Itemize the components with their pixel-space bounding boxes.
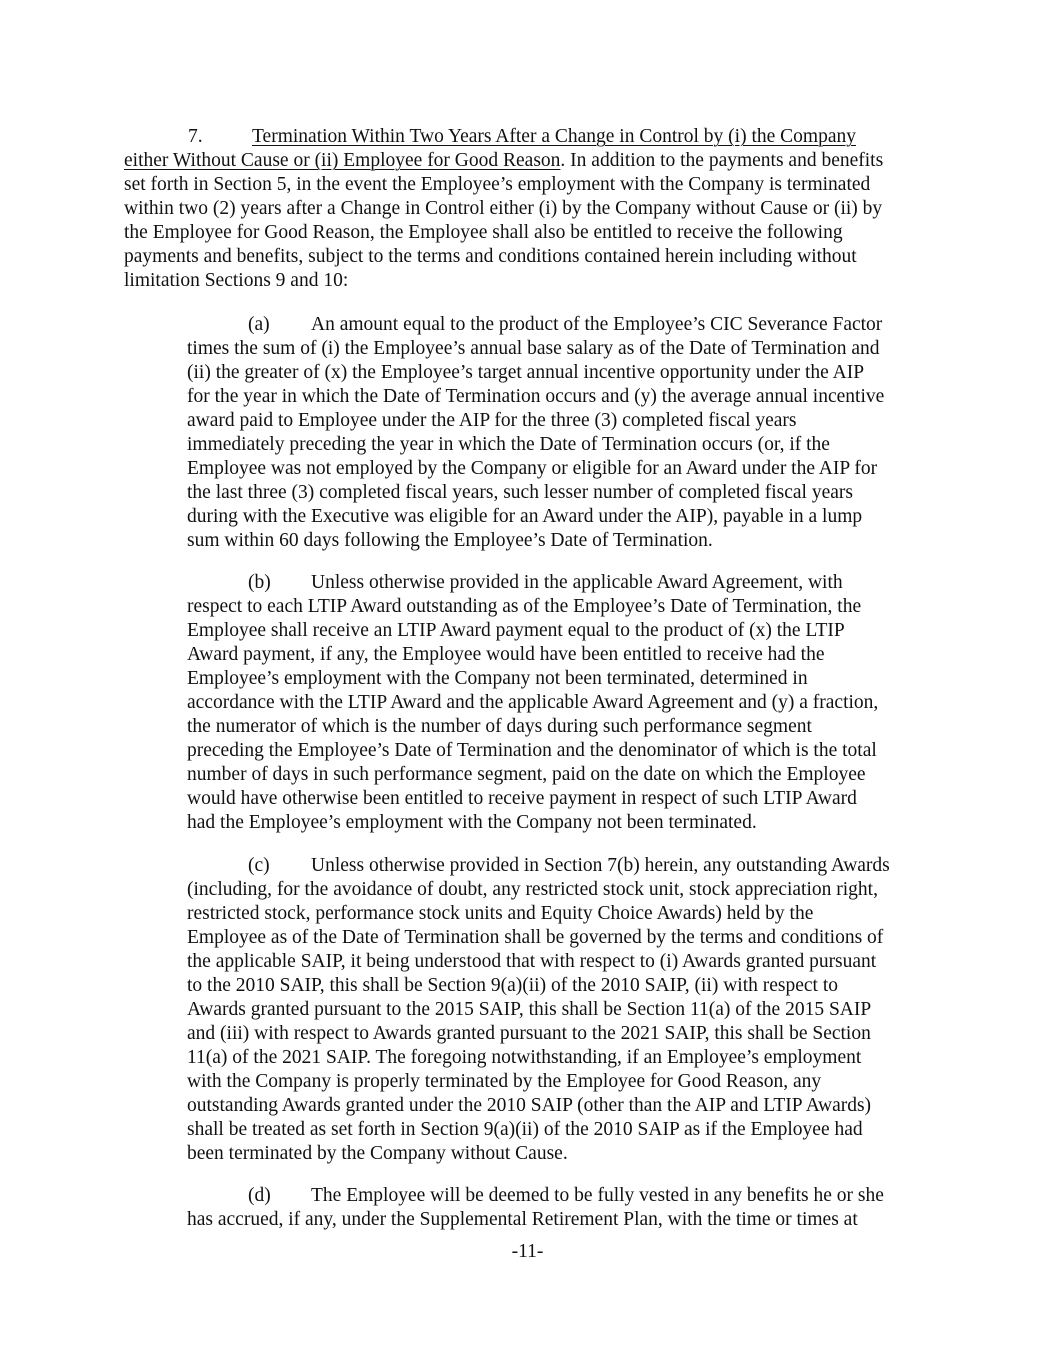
subparagraph-first-line [187,854,947,878]
body-line: Awards granted pursuant to the 2015 SAIP, this shall be Section 11(a) of the 2015 SAIP [187,999,872,1020]
page-number: -11- [511,1241,544,1262]
subparagraph-first-line [187,571,947,595]
body-line: 11(a) of the 2021 SAIP. The foregoing notwithstanding, if an Employee’s employment [187,1047,862,1068]
body-line: outstanding Awards granted under the 2010 SAIP (other than the AIP and LTIP Awards) [187,1095,872,1116]
body-line: payments and benefits, subject to the terms and conditions contained herein including without [124,246,857,267]
section-number: 7. [188,126,203,147]
body-line: sum within 60 days following the Employee’s Date of Termination. [187,530,713,551]
body-text: Unless otherwise provided in the applicable Award Agreement, with [311,572,843,593]
body-line: times the sum of (i) the Employee’s annual base salary as of the Date of Termination and [187,338,880,359]
section-7-paragraph [124,125,944,293]
section-7-line-2-text: . In addition to the payments and benefits [560,150,884,171]
body-line: Employee as of the Date of Termination shall be governed by the terms and conditions of [187,927,884,948]
subparagraph-first-line [187,1184,947,1208]
body-line: accordance with the LTIP Award and the applicable Award Agreement and (y) a fraction, [187,692,879,713]
body-line: been terminated by the Company without Cause. [187,1143,568,1164]
subparagraph-d [187,1184,947,1232]
body-line: limitation Sections 9 and 10: [124,270,349,291]
subparagraph-c [187,854,947,1166]
body-line: with the Company is properly terminated by the Employee for Good Reason, any [187,1071,822,1092]
body-line: number of days in such performance segment, paid on the date on which the Employee [187,764,866,785]
body-text: Unless otherwise provided in Section 7(b) herein, any outstanding Awards [311,855,890,876]
body-line: the last three (3) completed fiscal years, such lesser number of completed fiscal years [187,482,853,503]
body-line: during with the Executive was eligible for an Award under the AIP), payable in a lump [187,506,863,527]
body-text: The Employee will be deemed to be fully vested in any benefits he or she [311,1185,884,1206]
subparagraph-label: (c) [248,855,270,876]
subparagraph-label: (d) [248,1185,271,1206]
body-line: restricted stock, performance stock units and Equity Choice Awards) held by the [187,903,814,924]
body-line: Employee’s employment with the Company not been terminated, determined in [187,668,808,689]
body-line: and (iii) with respect to Awards granted pursuant to the 2021 SAIP, this shall be Section [187,1023,871,1044]
section-7-second-line [124,149,944,173]
subparagraph-label: (b) [248,572,271,593]
body-line: respect to each LTIP Award outstanding as of the Employee’s Date of Termination, the [187,596,862,617]
body-line: preceding the Employee’s Date of Termination and the denominator of which is the total [187,740,877,761]
body-text: An amount equal to the product of the Employee’s CIC Severance Factor [311,314,883,335]
body-line: the numerator of which is the number of days during such performance segment [187,716,812,737]
subparagraph-label: (a) [248,314,270,335]
body-line: Employee was not employed by the Company or eligible for an Award under the AIP for [187,458,878,479]
section-7-first-line [124,125,944,149]
body-line: award paid to Employee under the AIP for the three (3) completed fiscal years [187,410,797,431]
body-line: for the year in which the Date of Termination occurs and (y) the average annual incentive [187,386,885,407]
body-line: (including, for the avoidance of doubt, any restricted stock unit, stock appreciation right, [187,879,878,900]
body-line: the Employee for Good Reason, the Employee shall also be entitled to receive the following [124,222,843,243]
body-line: (ii) the greater of (x) the Employee’s target annual incentive opportunity under the AIP [187,362,865,383]
section-heading-part-1: Termination Within Two Years After a Change in Control by (i) the Company [252,126,856,147]
section-heading-part-2: either Without Cause or (ii) Employee for Good Reason [124,150,561,171]
body-line: to the 2010 SAIP, this shall be Section 9(a)(ii) of the 2010 SAIP, (ii) with respect to [187,975,839,996]
body-line: the applicable SAIP, it being understood that with respect to (i) Awards granted pursuant [187,951,877,972]
body-line: within two (2) years after a Change in Control either (i) by the Company without Cause or (ii) by [124,198,883,219]
body-line: set forth in Section 5, in the event the Employee’s employment with the Company is terminated [124,174,871,195]
body-line: Award payment, if any, the Employee would have been entitled to receive had the [187,644,825,665]
body-line: has accrued, if any, under the Supplemental Retirement Plan, with the time or times at [187,1209,858,1230]
body-line: had the Employee’s employment with the Company not been terminated. [187,812,757,833]
subparagraph-a [187,313,947,553]
subparagraph-first-line [187,313,947,337]
subparagraph-b [187,571,947,835]
body-line: immediately preceding the year in which the Date of Termination occurs (or, if the [187,434,830,455]
body-line: would have otherwise been entitled to receive payment in respect of such LTIP Award [187,788,857,809]
body-line: shall be treated as set forth in Section 9(a)(ii) of the 2010 SAIP as if the Employee had [187,1119,863,1140]
body-line: Employee shall receive an LTIP Award payment equal to the product of (x) the LTIP [187,620,845,641]
